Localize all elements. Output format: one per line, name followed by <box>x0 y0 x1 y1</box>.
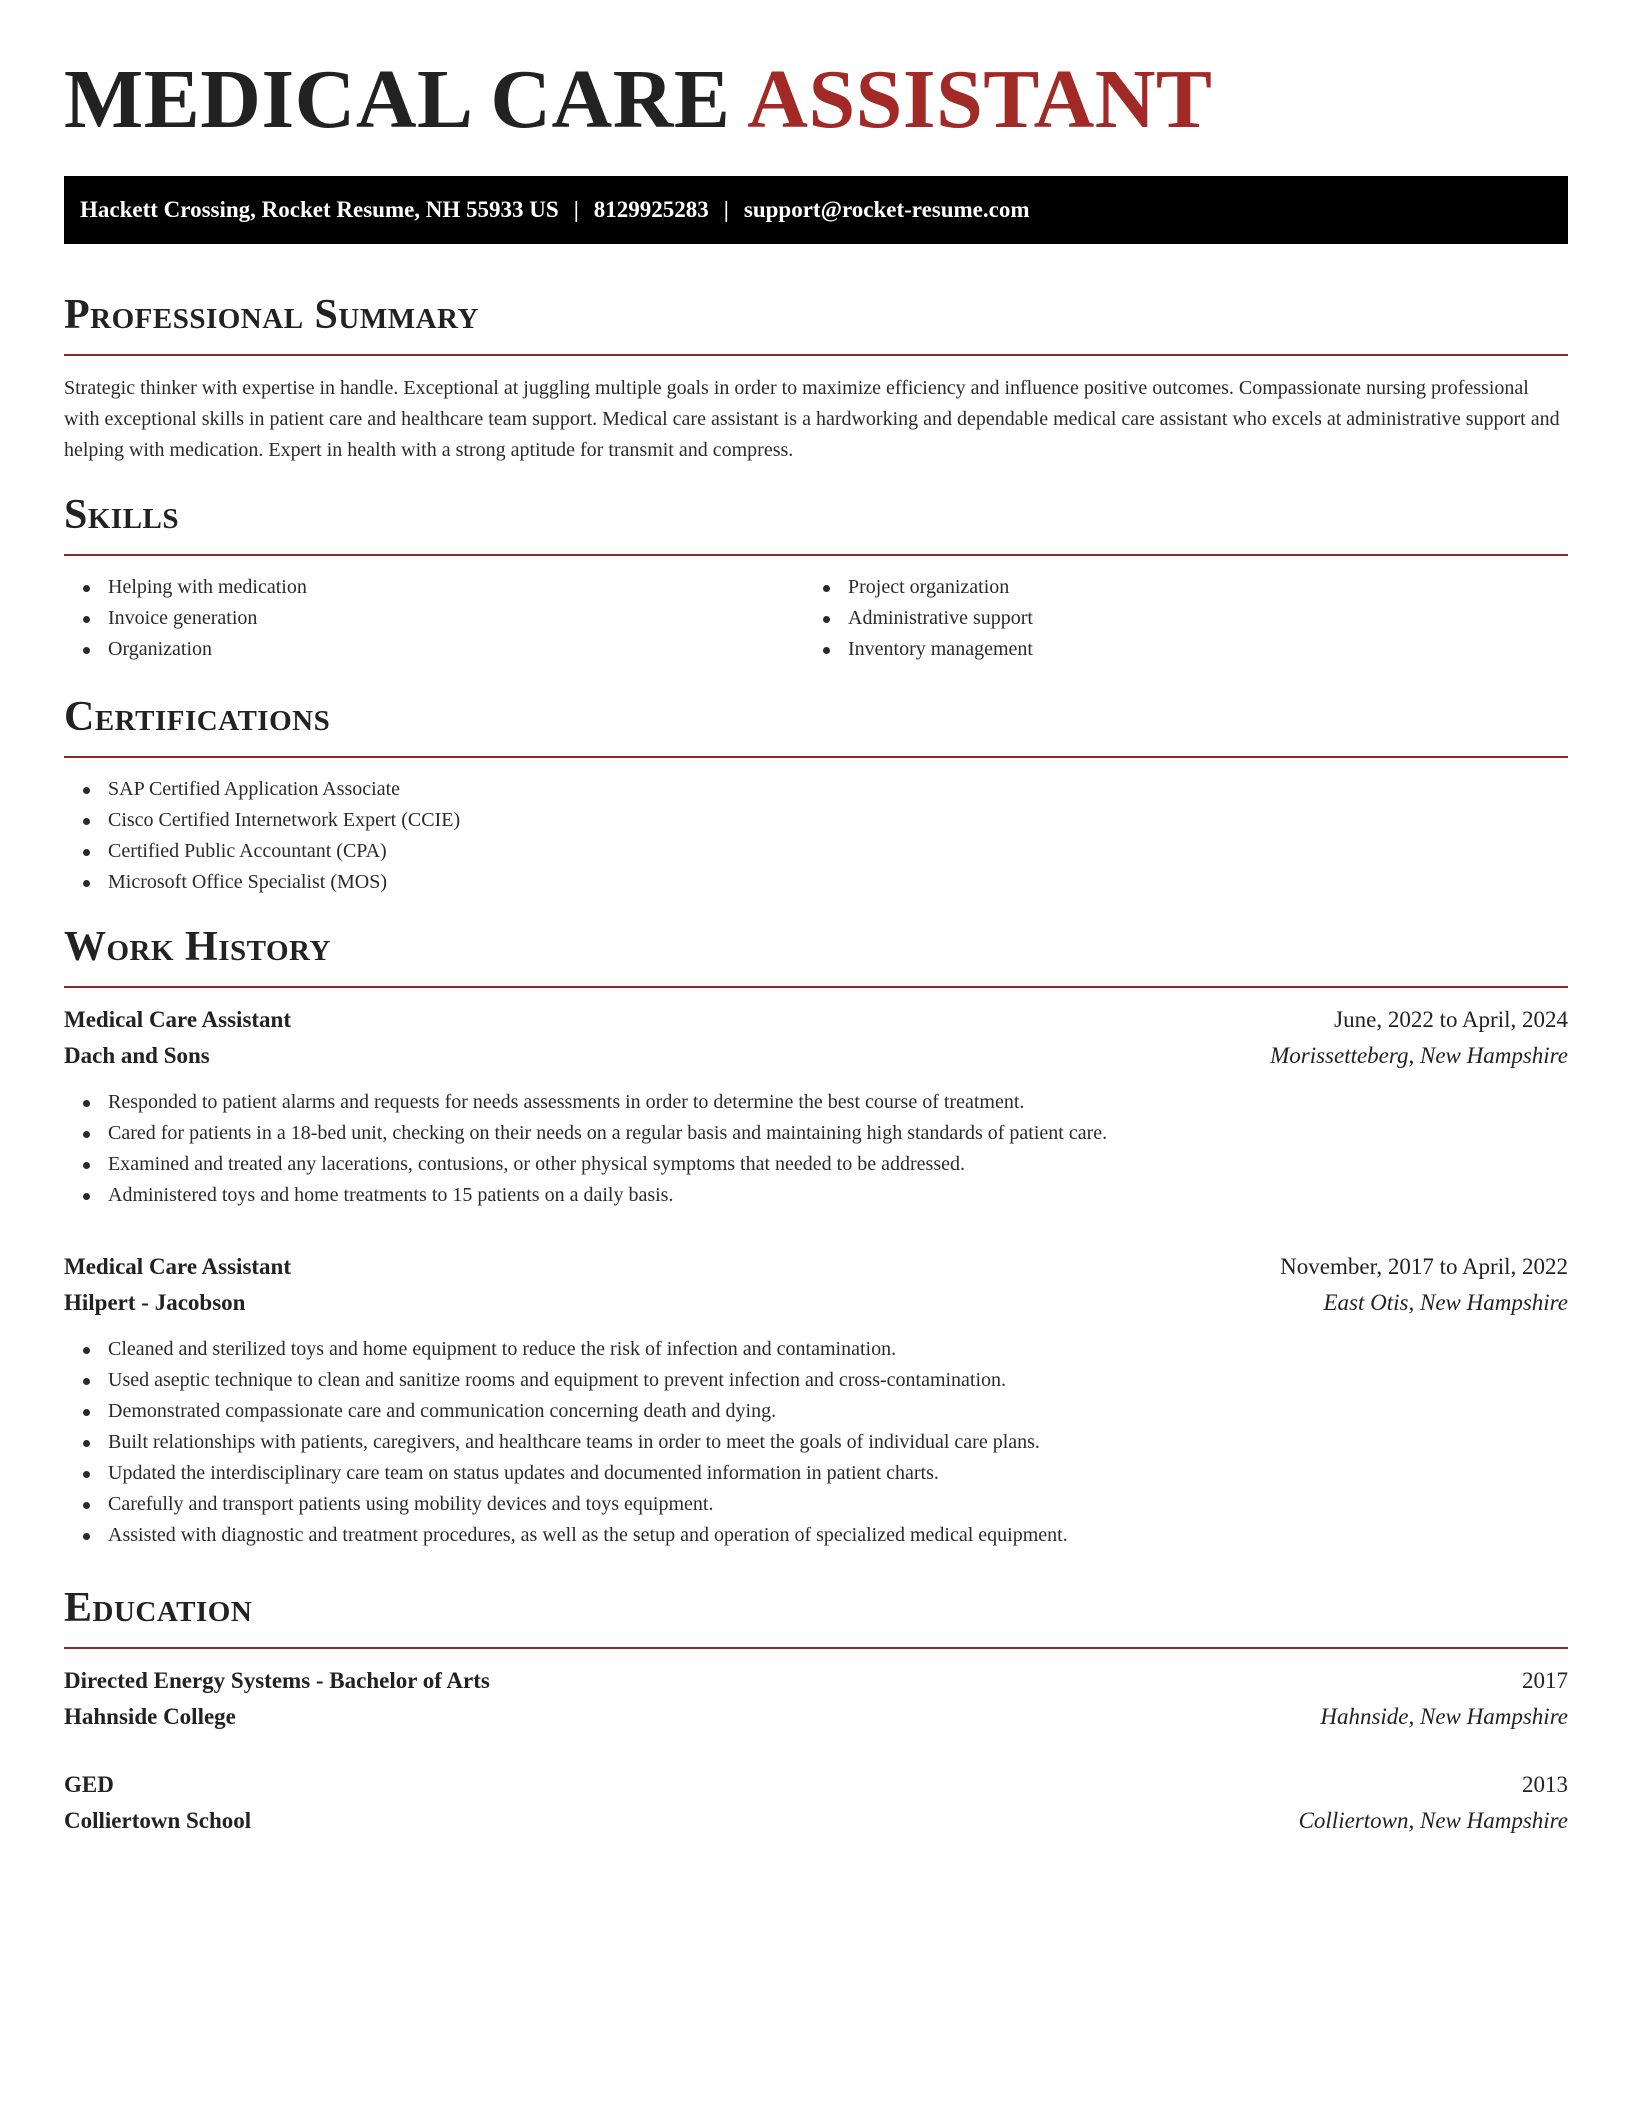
education-degree: Directed Energy Systems - Bachelor of Arts <box>64 1668 490 1693</box>
job-dates: November, 2017 to April, 2022 <box>1280 1254 1568 1279</box>
certifications-section <box>64 692 1568 898</box>
job-company-row <box>64 1285 1568 1321</box>
job-duty: Assisted with diagnostic and treatment procedures, as well as the setup and operation of specialized medical equipment. <box>64 1520 1568 1551</box>
education-school-row <box>64 1803 1568 1839</box>
skill-item: Administrative support <box>804 603 1544 634</box>
education-section <box>64 1583 1568 1839</box>
skill-item: Project organization <box>804 572 1544 603</box>
job-duty: Responded to patient alarms and requests for needs assessments in order to determine the best course of treatment. <box>64 1087 1568 1118</box>
summary-section <box>64 290 1568 466</box>
job-duty: Cleaned and sterilized toys and home equipment to reduce the risk of infection and contamination. <box>64 1334 1568 1365</box>
skill-item: Invoice generation <box>64 603 804 634</box>
job-header-row <box>64 1002 1568 1038</box>
job-duties-list <box>64 1087 1568 1211</box>
job-duty: Administered toys and home treatments to 15 patients on a daily basis. <box>64 1180 1568 1211</box>
certification-item: Certified Public Accountant (CPA) <box>64 836 1568 867</box>
work-history-heading: Work History <box>64 924 331 970</box>
contact-bar <box>64 176 1568 244</box>
job-location: Morissetteberg, New Hampshire <box>1270 1043 1568 1068</box>
certification-item: SAP Certified Application Associate <box>64 774 1568 805</box>
job-header-row <box>64 1249 1568 1285</box>
skills-list-right <box>804 572 1544 665</box>
job-company: Dach and Sons <box>64 1043 210 1068</box>
skill-item: Inventory management <box>804 634 1544 665</box>
education-heading: Education <box>64 1585 253 1631</box>
contact-phone: 8129925283 <box>593 197 709 222</box>
education-school-row <box>64 1699 1568 1735</box>
certifications-heading: Certifications <box>64 694 331 740</box>
education-entry <box>64 1767 1568 1839</box>
job-duties-list <box>64 1334 1568 1551</box>
skills-heading: Skills <box>64 492 180 538</box>
contact-email: support@rocket-resume.com <box>743 197 1030 222</box>
job-duty: Updated the interdisciplinary care team on status updates and documented information in patient charts. <box>64 1458 1568 1489</box>
certification-item: Cisco Certified Internetwork Expert (CCIE) <box>64 805 1568 836</box>
education-degree: GED <box>64 1772 114 1797</box>
job-title: Medical Care Assistant <box>64 1007 292 1032</box>
job-entry <box>64 1002 1568 1211</box>
summary-text: Strategic thinker with expertise in handle. Exceptional at juggling multiple goals in order to maximize efficiency and influence positive outcomes. Compassionate nursing professional with exceptional skills in patient care and healthcare team support. Medical care assistant is a hardworking and dependable medical care assistant who excels at administrative support and helping with medication. Expert in health with a strong aptitude for transmit and compress. <box>64 377 1560 461</box>
job-company-row <box>64 1038 1568 1074</box>
resume-page <box>64 0 1568 1833</box>
skill-item: Organization <box>64 634 804 665</box>
skills-section <box>64 490 1568 665</box>
education-location: Colliertown, New Hampshire <box>1298 1808 1568 1833</box>
summary-heading: Professional Summary <box>64 292 479 338</box>
job-duty: Built relationships with patients, caregivers, and healthcare teams in order to meet the goals of individual care plans. <box>64 1427 1568 1458</box>
job-duty: Examined and treated any lacerations, contusions, or other physical symptoms that needed to be addressed. <box>64 1149 1568 1180</box>
skill-item: Helping with medication <box>64 572 804 603</box>
section-divider <box>64 986 1568 988</box>
education-degree-row <box>64 1663 1568 1699</box>
title-accent: ASSISTANT <box>747 53 1213 146</box>
title-main: MEDICAL CARE <box>64 53 731 146</box>
job-duty: Cared for patients in a 18-bed unit, checking on their needs on a regular basis and maintaining high standards of patient care. <box>64 1118 1568 1149</box>
skills-list-left <box>64 572 804 665</box>
skills-grid <box>64 572 1568 665</box>
certifications-list <box>64 774 1568 898</box>
education-school: Colliertown School <box>64 1808 252 1833</box>
education-year: 2017 <box>1522 1668 1568 1693</box>
job-dates: June, 2022 to April, 2024 <box>1334 1007 1568 1032</box>
job-location: East Otis, New Hampshire <box>1323 1290 1568 1315</box>
section-divider <box>64 1647 1568 1649</box>
job-company: Hilpert - Jacobson <box>64 1290 246 1315</box>
education-degree-row <box>64 1767 1568 1803</box>
section-divider <box>64 554 1568 556</box>
certification-item: Microsoft Office Specialist (MOS) <box>64 867 1568 898</box>
job-duty: Demonstrated compassionate care and communication concerning death and dying. <box>64 1396 1568 1427</box>
resume-title <box>64 0 1568 144</box>
job-duty: Carefully and transport patients using mobility devices and toys equipment. <box>64 1489 1568 1520</box>
education-year: 2013 <box>1522 1772 1568 1797</box>
education-entry <box>64 1663 1568 1735</box>
contact-separator: | <box>573 197 579 222</box>
education-location: Hahnside, New Hampshire <box>1320 1704 1568 1729</box>
section-divider <box>64 756 1568 758</box>
section-divider <box>64 354 1568 356</box>
work-history-section <box>64 922 1568 1551</box>
education-school: Hahnside College <box>64 1704 236 1729</box>
job-entry <box>64 1249 1568 1551</box>
contact-separator: | <box>723 197 729 222</box>
job-duty: Used aseptic technique to clean and sanitize rooms and equipment to prevent infection and cross-contamination. <box>64 1365 1568 1396</box>
job-title: Medical Care Assistant <box>64 1254 292 1279</box>
contact-address: Hackett Crossing, Rocket Resume, NH 55933 US <box>80 197 559 222</box>
